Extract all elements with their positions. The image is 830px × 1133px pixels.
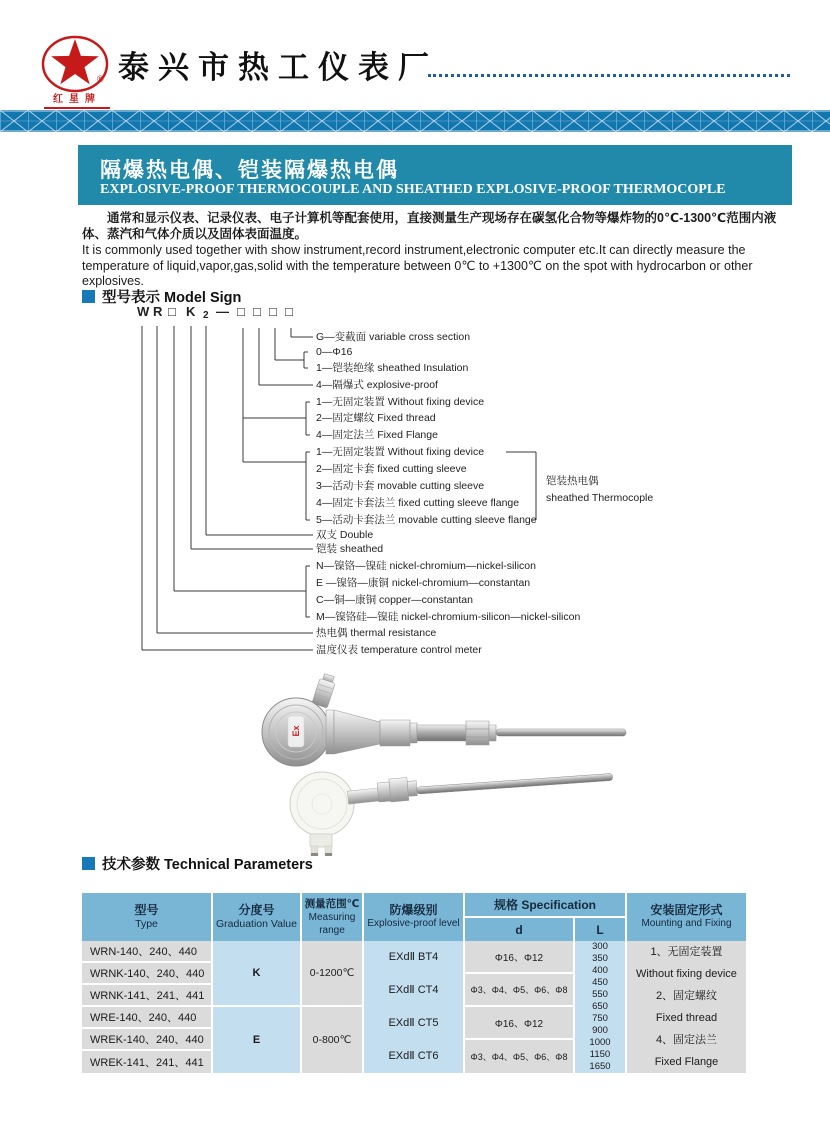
- table-row-type: WRN-140、240、440: [82, 941, 211, 961]
- header-d: d: [515, 922, 523, 937]
- col-header-graduation: [213, 893, 300, 941]
- section-bullet-icon: [82, 857, 95, 870]
- diagram-label: M—镍铬硅—镍硅 nickel-chromium-silicon—nickel-silicon: [316, 611, 581, 623]
- header-expl-en: Explosive-proof level: [367, 918, 460, 929]
- diagram-label: 2—固定螺纹 Fixed thread: [316, 412, 436, 424]
- section-bullet-icon: [82, 290, 95, 303]
- model-code-char: □: [285, 304, 293, 319]
- header-l: L: [596, 922, 604, 937]
- diagram-label: E —镍铬—康铜 nickel-chromium—constantan: [316, 577, 531, 589]
- diagram-label: C—铜—康铜 copper—constantan: [316, 594, 473, 606]
- l-value: 400: [592, 965, 608, 976]
- ex-certification-mark: Ex: [291, 725, 301, 737]
- model-code-char: □: [269, 304, 277, 319]
- explosive-level: EXdⅡ BT4: [388, 951, 439, 963]
- red-star-logo-icon: [38, 34, 116, 96]
- model-code-char: K: [186, 304, 196, 319]
- mounting-line: 1、无固定装置: [650, 946, 723, 958]
- col-header-specification: [465, 893, 625, 916]
- col-header-explosive: [364, 893, 463, 941]
- header-type-en: Type: [135, 918, 158, 930]
- col-header-d: [465, 918, 573, 941]
- model-code-char: W: [137, 304, 150, 319]
- table-row-type: WRE-140、240、440: [82, 1007, 211, 1027]
- header-range-cn: 测量范围℃: [304, 897, 360, 910]
- page-title-cn: 隔爆热电偶、铠装隔爆热电偶: [100, 159, 399, 182]
- model-code-char: R: [153, 304, 163, 319]
- table-row-type: WRNK-140、240、440: [82, 963, 211, 983]
- l-value: 1650: [589, 1061, 611, 1072]
- mounting-line: Fixed thread: [655, 1012, 718, 1024]
- d-spec-cell: Φ3、Φ4、Φ5、Φ6、Φ8: [465, 974, 573, 1005]
- intro-paragraph-en: It is commonly used together with show instrument,record instrument,electronic computer etc.It can directly measure the temperature of liquid,vapor,gas,solid with the temperature between 0℃ to +1300℃ on the spot with hydrocarbon or other explosives.: [82, 243, 753, 288]
- section-heading-text: 型号表示 Model Sign: [102, 290, 242, 306]
- explosive-level: EXdⅡ CT5: [388, 1017, 439, 1029]
- graduation-cell: E: [213, 1007, 300, 1073]
- diagram-label: 2—固定卡套 fixed cutting sleeve: [316, 463, 467, 475]
- d-spec-cell: Φ16、Φ12: [465, 1007, 573, 1038]
- diagram-label: 热电偶 thermal resistance: [316, 627, 437, 639]
- diagram-label: 4—固定法兰 Fixed Flange: [316, 429, 438, 441]
- header-mount-en: Mounting and Fixing: [641, 918, 732, 929]
- col-header-mounting: [627, 893, 746, 941]
- l-value: 1000: [589, 1037, 611, 1048]
- technical-parameters-table: [82, 893, 746, 1073]
- diagram-label: 温度仪表 temperature control meter: [316, 644, 482, 656]
- model-code-char: □: [253, 304, 261, 319]
- explosive-level: EXdⅡ CT4: [388, 984, 439, 996]
- l-value: 350: [592, 953, 608, 964]
- table-row-type: WRNK-141、241、441: [82, 985, 211, 1005]
- header-type-cn: 型号: [134, 903, 159, 917]
- dotted-rule: [428, 56, 790, 77]
- diagram-label: 铠装 sheathed: [316, 543, 384, 555]
- bracket-label-cn: 铠装热电偶: [546, 475, 599, 487]
- header-range-en1: Measuring: [308, 911, 356, 923]
- l-value: 450: [592, 977, 608, 988]
- diagram-label: 3—活动卡套 movable cutting sleeve: [316, 480, 485, 492]
- graduation-cell: K: [213, 941, 300, 1005]
- mounting-line: 2、固定螺纹: [655, 990, 718, 1002]
- brand-name: 红星牌: [44, 90, 110, 109]
- model-code-char: 2: [203, 310, 209, 321]
- header-expl-cn: 防爆级别: [389, 903, 438, 917]
- l-value: 650: [592, 1001, 608, 1012]
- l-value: 900: [592, 1025, 608, 1036]
- lattice-band: [0, 110, 830, 132]
- header-grad-en: Graduation Value: [216, 918, 297, 930]
- explosive-level-column: [364, 941, 463, 1073]
- thermocouple-product-images: [230, 670, 640, 860]
- l-value: 750: [592, 1013, 608, 1024]
- bracket-label-en: sheathed Thermocople: [546, 492, 654, 504]
- diagram-label: 1—铠装绝缘 sheathed Insulation: [316, 362, 469, 374]
- diagram-label: G—变截面 variable cross section: [316, 331, 471, 343]
- col-header-l: [575, 918, 625, 941]
- mounting-line: 4、固定法兰: [655, 1034, 718, 1046]
- mounting-column: [627, 941, 746, 1073]
- header-grad-cn: 分度号: [238, 903, 275, 917]
- col-header-range: [302, 893, 362, 941]
- l-value: 300: [592, 941, 608, 952]
- model-code-char: —: [216, 304, 229, 319]
- section-heading-tech-params: [82, 853, 313, 874]
- table-row-type: WREK-140、240、440: [82, 1029, 211, 1049]
- diagram-label: 4—隔爆式 explosive-proof: [316, 379, 438, 391]
- diagram-label: 双支 Double: [316, 529, 374, 541]
- company-name: 泰兴市热工仪表厂: [118, 50, 438, 85]
- mounting-line: Fixed Flange: [654, 1056, 719, 1068]
- mounting-line: Without fixing device: [636, 968, 737, 980]
- diagram-label: 4—固定卡套法兰 fixed cutting sleeve flange: [316, 497, 520, 509]
- d-spec-cell: Φ3、Φ4、Φ5、Φ6、Φ8: [465, 1040, 573, 1073]
- l-value: 550: [592, 989, 608, 1000]
- header-range-en2: range: [319, 924, 345, 936]
- range-cell: 0-1200℃: [302, 941, 362, 1005]
- page-title-en: EXPLOSIVE-PROOF THERMOCOUPLE AND SHEATHED EXPLOSIVE-PROOF THERMOCOPLE: [100, 182, 726, 197]
- explosive-level: EXdⅡ CT6: [388, 1050, 439, 1062]
- model-code-char: □: [237, 304, 245, 319]
- sheathed-thermocouple-image: [290, 772, 613, 856]
- registered-mark: ®: [97, 74, 104, 84]
- d-spec-cell: Φ16、Φ12: [465, 941, 573, 972]
- l-value: 1150: [589, 1049, 611, 1060]
- explosive-proof-thermocouple-image: [262, 673, 626, 766]
- diagram-label: 1—无固定装置 Without fixing device: [316, 396, 485, 408]
- col-header-type: [82, 893, 211, 941]
- table-row-type: WREK-141、241、441: [82, 1051, 211, 1073]
- diagram-label: 0—Φ16: [316, 346, 353, 358]
- diagram-label: N—镍铬—镍硅 nickel-chromium—nickel-silicon: [316, 560, 536, 572]
- l-values-column: [575, 941, 625, 1073]
- intro-paragraph-cn: 通常和显示仪表、记录仪表、电子计算机等配套使用，直接测量生产现场存在碳氢化合物等爆炸物的0℃-1300℃范围内液体、蒸汽和气体介质以及固体表面温度。: [82, 211, 777, 241]
- model-code-char: □: [168, 304, 176, 319]
- diagram-label: 5—活动卡套法兰 movable cutting sleeve flange: [316, 514, 537, 526]
- header-mount-cn: 安装固定形式: [650, 903, 723, 917]
- diagram-label: 1—无固定装置 Without fixing device: [316, 446, 485, 458]
- header-spec: 规格 Specification: [493, 897, 597, 912]
- section-heading-text: 技术参数 Technical Parameters: [102, 857, 313, 873]
- range-cell: 0-800℃: [302, 1007, 362, 1073]
